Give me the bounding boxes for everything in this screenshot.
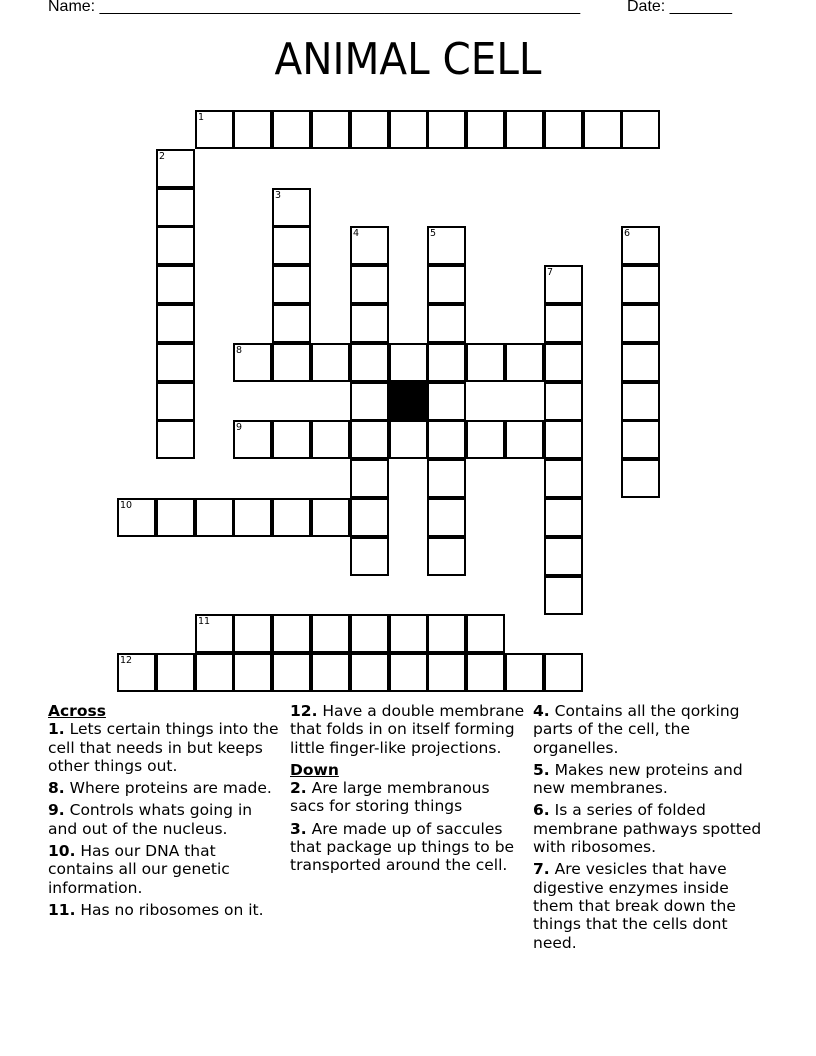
grid-cell[interactable] xyxy=(544,110,583,149)
grid-clue-number: 8 xyxy=(236,345,243,356)
grid-cell[interactable] xyxy=(544,498,583,537)
grid-clue-number: 2 xyxy=(159,151,166,162)
clue-across-12: 12. Have a double membrane that folds in on itself forming little finger-like projections. xyxy=(290,702,525,757)
grid-cell[interactable] xyxy=(233,614,272,653)
grid-cell[interactable] xyxy=(544,304,583,343)
grid-cell[interactable] xyxy=(311,498,350,537)
grid-cell[interactable] xyxy=(272,304,311,343)
grid-cell[interactable] xyxy=(621,382,660,421)
grid-cell[interactable] xyxy=(583,110,622,149)
clues-column-1 xyxy=(48,702,284,923)
grid-cell[interactable] xyxy=(156,343,195,382)
grid-cell[interactable] xyxy=(505,343,544,382)
grid-clue-number: 12 xyxy=(120,655,133,666)
across-heading: Across xyxy=(48,702,106,720)
grid-cell[interactable] xyxy=(272,343,311,382)
grid-clue-number: 7 xyxy=(547,267,554,278)
grid-cell[interactable] xyxy=(427,343,466,382)
grid-black-cell xyxy=(389,382,428,421)
grid-cell[interactable] xyxy=(505,653,544,692)
grid-cell[interactable] xyxy=(272,498,311,537)
grid-cell[interactable] xyxy=(350,420,389,459)
clue-down-2: 2. Are large membranous sacs for storing things xyxy=(290,779,490,816)
grid-cell[interactable] xyxy=(350,614,389,653)
clue-across-1: 1. Lets certain things into the cell that needs in but keeps other things out. xyxy=(48,720,279,775)
clues-column-3 xyxy=(533,702,769,956)
grid-cell[interactable] xyxy=(427,498,466,537)
grid-cell[interactable] xyxy=(466,614,505,653)
grid-cell[interactable] xyxy=(156,382,195,421)
clue-across-8: 8. Where proteins are made. xyxy=(48,779,272,798)
grid-cell[interactable] xyxy=(311,343,350,382)
grid-cell[interactable] xyxy=(156,226,195,265)
grid-clue-number: 11 xyxy=(198,616,211,627)
clue-across-9: 9. Controls whats going in and out of the nucleus. xyxy=(48,801,253,838)
grid-cell[interactable] xyxy=(156,420,195,459)
grid-cell[interactable] xyxy=(427,420,466,459)
grid-cell[interactable] xyxy=(427,304,466,343)
grid-cell[interactable] xyxy=(427,614,466,653)
grid-clue-number: 3 xyxy=(275,190,282,201)
grid-cell[interactable] xyxy=(350,110,389,149)
grid-cell[interactable] xyxy=(156,304,195,343)
grid-cell[interactable] xyxy=(505,420,544,459)
grid-cell[interactable] xyxy=(156,653,195,692)
grid-cell[interactable] xyxy=(427,382,466,421)
grid-cell[interactable] xyxy=(389,343,428,382)
grid-cell[interactable] xyxy=(621,110,660,149)
grid-cell[interactable] xyxy=(350,459,389,498)
grid-cell[interactable] xyxy=(233,498,272,537)
clues-column-2 xyxy=(290,702,526,879)
grid-cell[interactable] xyxy=(621,304,660,343)
grid-cell[interactable] xyxy=(350,653,389,692)
clue-across-11: 11. Has no ribosomes on it. xyxy=(48,900,264,919)
grid-cell[interactable] xyxy=(466,343,505,382)
grid-cell[interactable] xyxy=(466,110,505,149)
grid-cell[interactable] xyxy=(350,537,389,576)
grid-cell[interactable] xyxy=(427,110,466,149)
grid-cell[interactable] xyxy=(621,459,660,498)
grid-cell[interactable] xyxy=(427,265,466,304)
grid-cell[interactable] xyxy=(427,653,466,692)
grid-cell[interactable] xyxy=(311,110,350,149)
grid-clue-number: 9 xyxy=(236,422,243,433)
grid-cell[interactable] xyxy=(427,459,466,498)
grid-clue-number: 10 xyxy=(120,500,133,511)
grid-clue-number: 1 xyxy=(198,112,205,123)
grid-clue-number: 6 xyxy=(624,228,631,239)
grid-cell[interactable] xyxy=(389,614,428,653)
grid-cell[interactable] xyxy=(272,110,311,149)
grid-cell[interactable] xyxy=(544,382,583,421)
grid-cell[interactable] xyxy=(350,304,389,343)
grid-cell[interactable] xyxy=(272,420,311,459)
clue-down-3: 3. Are made up of saccules that package up things to be transported around the cell. xyxy=(290,819,515,875)
grid-cell[interactable] xyxy=(272,614,311,653)
grid-cell[interactable] xyxy=(311,614,350,653)
grid-cell[interactable] xyxy=(156,265,195,304)
grid-cell[interactable] xyxy=(466,420,505,459)
grid-cell[interactable] xyxy=(544,653,583,692)
grid-cell[interactable] xyxy=(389,420,428,459)
grid-cell[interactable] xyxy=(466,653,505,692)
page-title: ANIMAL CELL xyxy=(274,34,542,85)
grid-cell[interactable] xyxy=(311,420,350,459)
grid-cell[interactable] xyxy=(350,498,389,537)
down-heading: Down xyxy=(290,760,339,779)
date-field-label: Date: _______ xyxy=(627,0,732,15)
grid-clue-number: 4 xyxy=(353,228,360,239)
grid-cell[interactable] xyxy=(544,459,583,498)
grid-cell[interactable] xyxy=(544,343,583,382)
grid-cell[interactable] xyxy=(544,537,583,576)
grid-cell[interactable] xyxy=(311,653,350,692)
grid-cell[interactable] xyxy=(427,537,466,576)
grid-cell[interactable] xyxy=(389,110,428,149)
grid-cell[interactable] xyxy=(544,576,583,615)
grid-cell[interactable] xyxy=(233,653,272,692)
grid-cell[interactable] xyxy=(621,343,660,382)
clue-down-5: 5. Makes new proteins and new membranes. xyxy=(533,760,743,798)
clue-across-10: 10. Has our DNA that contains all our genetic information. xyxy=(48,842,230,897)
grid-cell[interactable] xyxy=(156,188,195,227)
grid-cell[interactable] xyxy=(233,110,272,149)
grid-clue-number: 5 xyxy=(430,228,437,239)
grid-cell[interactable] xyxy=(272,653,311,692)
grid-cell[interactable] xyxy=(156,498,195,537)
grid-cell[interactable] xyxy=(350,382,389,421)
grid-cell[interactable] xyxy=(195,653,234,692)
grid-cell[interactable] xyxy=(350,265,389,304)
grid-cell[interactable] xyxy=(272,226,311,265)
grid-cell[interactable] xyxy=(621,265,660,304)
grid-cell[interactable] xyxy=(350,343,389,382)
grid-cell[interactable] xyxy=(195,498,234,537)
name-field-label: Name: ______________________________________________________ xyxy=(48,0,581,15)
grid-cell[interactable] xyxy=(505,110,544,149)
clue-down-6: 6. Is a series of folded membrane pathways spotted with ribosomes. xyxy=(533,801,762,857)
clue-down-4: 4. Contains all the qorking parts of the cell, the organelles. xyxy=(533,702,740,757)
grid-cell[interactable] xyxy=(272,265,311,304)
clue-down-7: 7. Are vesicles that have digestive enzymes inside them that break down the things that the cells dont need. xyxy=(533,860,736,952)
grid-cell[interactable] xyxy=(544,420,583,459)
grid-cell[interactable] xyxy=(621,420,660,459)
grid-cell[interactable] xyxy=(389,653,428,692)
